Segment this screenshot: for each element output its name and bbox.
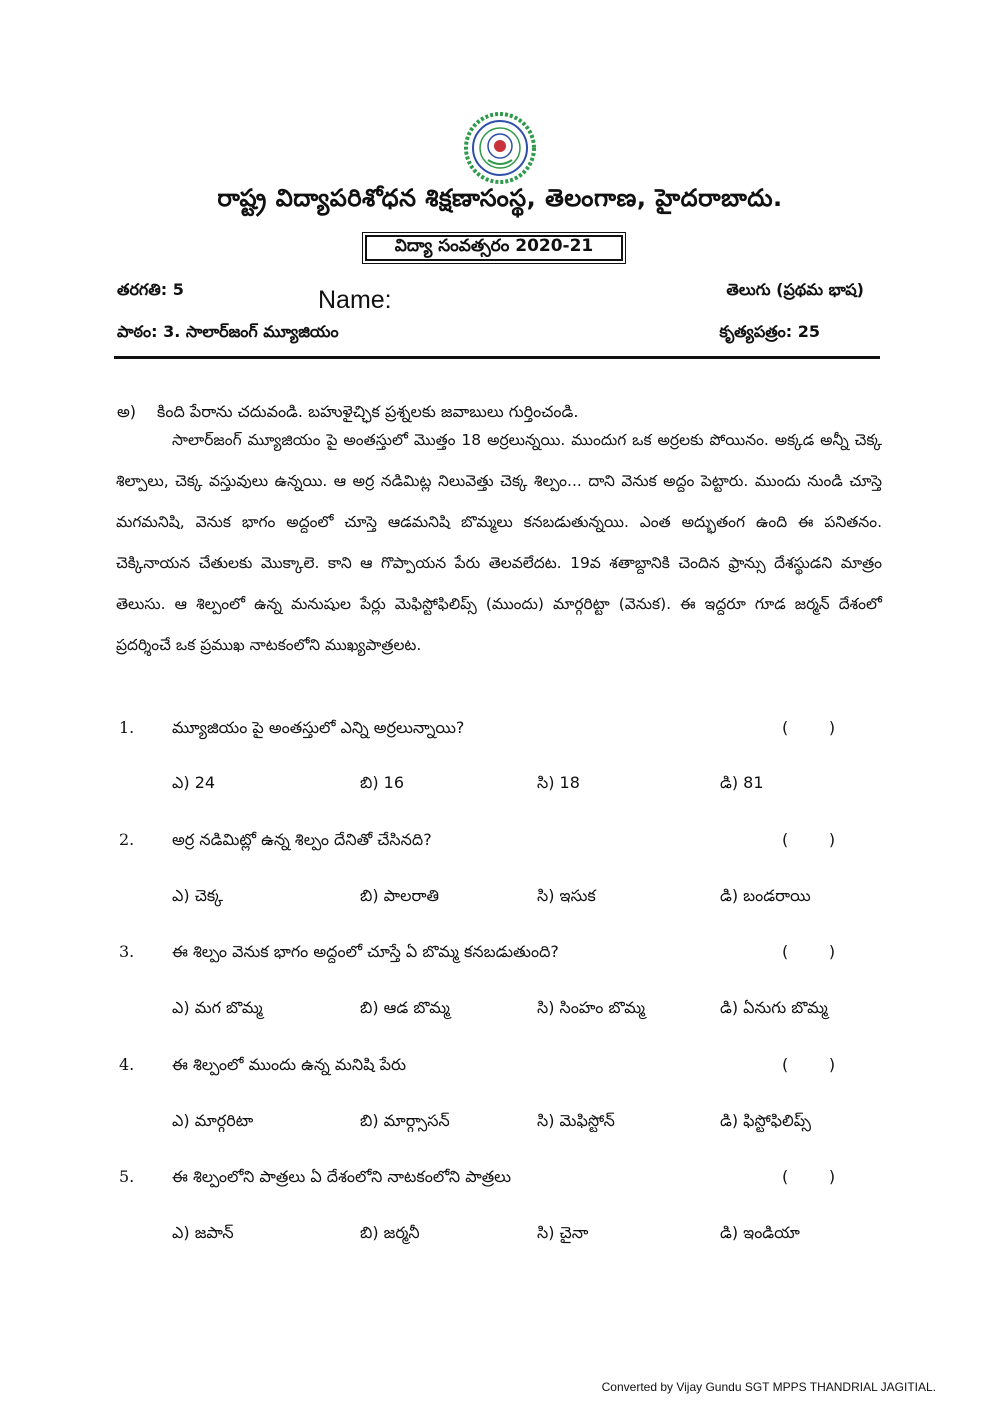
instruction-text: కింది పేరాను చదువండి. బహుళైచ్ఛిక ప్రశ్నలకు జవాబులు గుర్తించండి.: [157, 402, 579, 421]
question-text: మ్యూజియం పై అంతస్తులో ఎన్ని అర్రలున్నాయి?: [172, 718, 465, 737]
answer-option[interactable]: ఎ) 24: [172, 773, 216, 792]
answer-option[interactable]: ఎ) మగ బొమ్మ: [172, 998, 263, 1017]
question-text: అర్ర నడిమిట్లో ఉన్న శిల్పం దేనితో చేసినది?: [172, 830, 432, 849]
answer-option[interactable]: సి) సింహం బొమ్మ: [537, 998, 645, 1017]
answer-bracket[interactable]: ( ): [782, 1167, 836, 1186]
answer-option[interactable]: డి) ఏనుగు బొమ్మ: [720, 998, 828, 1017]
answer-option[interactable]: బి) ఆడ బొమ్మ: [360, 998, 450, 1017]
question-number: 4.: [119, 1055, 135, 1074]
question-number: 2.: [119, 830, 135, 849]
answer-option[interactable]: ఎ) మార్గరిటా: [172, 1111, 254, 1130]
scert-emblem-icon: [464, 112, 536, 184]
answer-option[interactable]: సి) మెఫిస్టోన్: [537, 1111, 615, 1130]
academic-year-box: [362, 232, 626, 264]
answer-option[interactable]: బి) 16: [360, 773, 405, 792]
answer-option[interactable]: బి) పాలరాతి: [360, 886, 440, 905]
question-2: [0, 830, 1000, 860]
instruction-marker: అ): [117, 402, 137, 421]
answer-bracket[interactable]: ( ): [782, 942, 836, 961]
question-3-options: [0, 998, 1000, 1028]
subject-label: తెలుగు (ప్రథమ భాష): [726, 280, 864, 299]
question-number: 1.: [119, 718, 135, 737]
answer-option[interactable]: బి) జర్మనీ: [360, 1223, 420, 1242]
header-divider: [114, 356, 880, 359]
worksheet-number-label: కృత్యపత్రం: 25: [719, 322, 820, 341]
answer-option[interactable]: సి) చైనా: [537, 1223, 589, 1242]
question-1: [0, 718, 1000, 748]
answer-bracket[interactable]: ( ): [782, 718, 836, 737]
academic-year-label: విద్యా సంవత్సరం 2020-21: [365, 235, 623, 261]
question-4: [0, 1055, 1000, 1085]
footer-credit: Converted by Vijay Gundu SGT MPPS THANDRIAL JAGITIAL.: [601, 1380, 936, 1394]
answer-option[interactable]: సి) 18: [537, 773, 580, 792]
answer-option[interactable]: ఎ) చెక్క: [172, 886, 223, 905]
question-5-options: [0, 1223, 1000, 1253]
question-text: ఈ శిల్పంలోని పాత్రలు ఏ దేశంలోని నాటకంలోని పాత్రలు: [172, 1167, 512, 1186]
answer-option[interactable]: బి) మార్గ్సాసన్: [360, 1111, 450, 1130]
answer-bracket[interactable]: ( ): [782, 1055, 836, 1074]
answer-bracket[interactable]: ( ): [782, 830, 836, 849]
answer-option[interactable]: ఎ) జపాన్: [172, 1223, 234, 1242]
question-number: 5.: [119, 1167, 135, 1186]
question-text: ఈ శిల్పం వెనుక భాగం అద్దంలో చూస్తే ఏ బొమ్మ కనబడుతుంది?: [172, 942, 559, 961]
question-4-options: [0, 1111, 1000, 1141]
lesson-label: పాఠం: 3. సాలార్‌జంగ్ మ్యూజియం: [117, 322, 339, 341]
question-5: [0, 1167, 1000, 1197]
organization-title: రాష్ట్ర విద్యాపరిశోధన శిక్షణాసంస్థ, తెలంగాణ, హైదరాబాదు.: [217, 184, 783, 212]
question-text: ఈ శిల్పంలో ముందు ఉన్న మనిషి పేరు: [172, 1055, 406, 1074]
student-name-label: Name:: [318, 286, 392, 314]
question-number: 3.: [119, 942, 135, 961]
answer-option[interactable]: డి) ఇండియా: [720, 1223, 800, 1242]
answer-option[interactable]: సి) ఇసుక: [537, 886, 596, 905]
question-2-options: [0, 886, 1000, 916]
question-1-options: [0, 773, 1000, 803]
answer-option[interactable]: డి) ఫిస్టోఫిలిప్స్: [720, 1111, 811, 1130]
reading-passage: సాలార్‌జంగ్ మ్యూజియం పై అంతస్తులో మొత్తం 18 అర్రలున్నయి. ముందుగ ఒక అర్రలకు పోయినం. అక్కడ అన్నీ చెక్క శిల్పాలు, చెక్క వస్తువులు ఉన్నయి. ఆ అర్ర నడిమిట్ల నిలువెత్తు చెక్క శిల్పం... దాని వెనుక అద్దం పెట్టారు. ముందు నుండి చూస్తె మగమనిషి, వెనుక భాగం అద్దంలో చూస్తె ఆడమనిషి బొమ్మలు కనబడుతున్నయి. ఎంత అద్భుతంగ ఉంది ఈ పనితనం. చెక్కినాయన చేతులకు మొక్కాలె. కాని ఆ గొప్పాయన పేరు తెలవలేదట. 19వ శతాబ్దానికి చెందిన ఫ్రాన్సు దేశస్థుడని మాత్రం తెలుసు. ఆ శిల్పంలో ఉన్న మనుషుల పేర్లు మెఫిస్టోఫిలిప్స్ (ముందు) మార్గరిట్టా (వెనుక). ఈ ఇద్దరూ గూడ జర్మన్ దేశంలో ప్రదర్శించే ఒక ప్రముఖ నాటకంలోని ముఖ్యపాత్రలట.: [116, 431, 882, 654]
answer-option[interactable]: డి) 81: [720, 773, 764, 792]
answer-option[interactable]: డి) బండరాయి: [720, 886, 811, 905]
class-label: తరగతి: 5: [117, 280, 184, 299]
question-3: [0, 942, 1000, 972]
